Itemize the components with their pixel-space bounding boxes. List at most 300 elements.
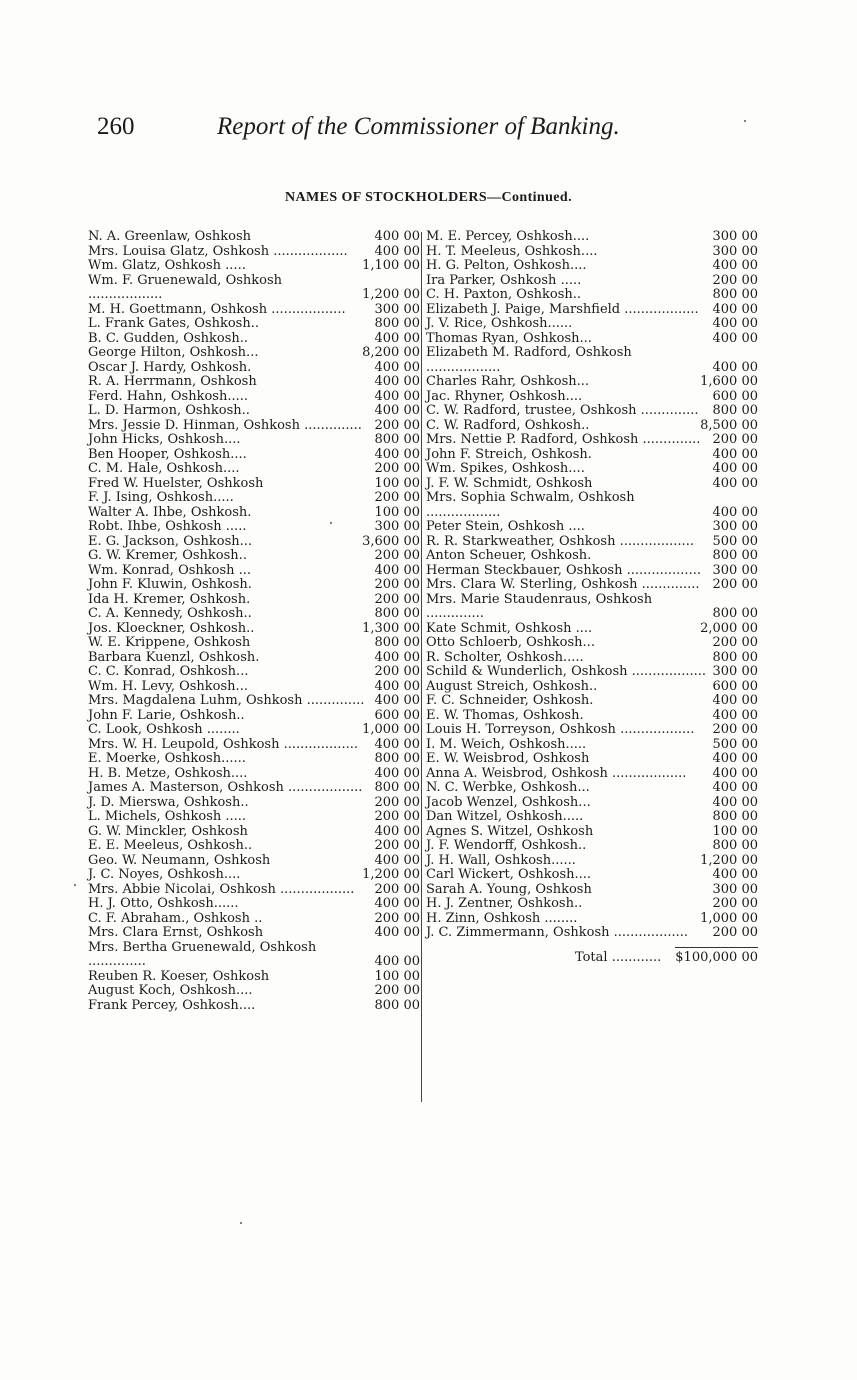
share-amount: 8,500 00: [700, 417, 758, 433]
stockholder-name: Ben Hooper, Oshkosh....: [88, 446, 247, 462]
total-amount: $100,000 00: [675, 947, 758, 965]
stockholder-entry: [426, 622, 758, 637]
stockholder-name: Ida H. Kremer, Oshkosh.: [88, 591, 251, 607]
share-amount: 200 00: [712, 925, 758, 940]
stockholder-name: Elizabeth J. Paige, Marshfield ..................: [426, 301, 699, 317]
stockholder-entry: [426, 535, 758, 550]
stockholders-right-column: [426, 230, 758, 965]
share-amount: 400 00: [374, 896, 420, 911]
share-amount: 300 00: [374, 519, 420, 534]
share-amount: 200 00: [374, 983, 420, 998]
stockholder-entry: [88, 317, 420, 332]
stockholder-entry: [88, 781, 420, 796]
stockholder-entry: [426, 694, 758, 709]
stockholder-name: E. W. Weisbrod, Oshkosh: [426, 751, 590, 766]
stockholder-name: Mrs. Marie Staudenraus, Oshkosh ..............: [426, 591, 653, 621]
share-amount: 1,200 00: [700, 852, 758, 868]
share-amount: 200 00: [374, 838, 420, 853]
stockholder-entry: [88, 274, 420, 303]
stockholder-entry: [426, 854, 758, 869]
stockholders-left-column: [88, 230, 420, 1013]
stockholder-name: M. E. Percey, Oshkosh....: [426, 229, 590, 244]
share-amount: 400 00: [712, 461, 758, 476]
share-amount: 300 00: [374, 301, 420, 317]
stockholder-name: B. C. Gudden, Oshkosh..: [88, 330, 249, 346]
stockholder-entry: [426, 303, 758, 318]
stockholder-entry: [88, 332, 420, 347]
stockholder-entry: [88, 477, 420, 492]
share-amount: 400 00: [374, 649, 420, 665]
share-amount: 500 00: [712, 736, 758, 752]
share-amount: 1,100 00: [362, 258, 420, 273]
stockholder-entry: [88, 230, 420, 245]
stockholder-entry: [426, 433, 758, 448]
share-amount: 400 00: [712, 794, 758, 810]
stockholder-entry: [88, 549, 420, 564]
stockholder-name: August Streich, Oshkosh..: [426, 678, 598, 694]
stockholder-name: Geo. W. Neumann, Oshkosh: [88, 852, 271, 868]
stockholder-entry: [88, 520, 420, 535]
stockholder-name: J. D. Mierswa, Oshkosh..: [88, 794, 249, 810]
stockholder-name: C. F. Abraham., Oshkosh ..: [88, 910, 263, 926]
stockholder-entry: [426, 419, 758, 434]
stockholder-name: Mrs. Magdalena Luhm, Oshkosh ..............: [88, 693, 365, 708]
stockholder-name: J. F. W. Schmidt, Oshkosh: [426, 475, 593, 491]
stockholder-name: Walter A. Ihbe, Oshkosh.: [88, 504, 252, 520]
stockholder-name: George Hilton, Oshkosh...: [88, 345, 259, 360]
share-amount: 200 00: [374, 461, 420, 476]
stockholder-entry: [88, 984, 420, 999]
share-amount: 400 00: [374, 374, 420, 389]
share-amount: 600 00: [374, 707, 420, 723]
stockholder-entry: [426, 897, 758, 912]
stockholder-name: G. W. Kremer, Oshkosh..: [88, 548, 247, 563]
share-amount: 1,300 00: [362, 620, 420, 636]
stockholder-entry: [426, 709, 758, 724]
print-speck: [240, 1222, 242, 1224]
share-amount: 400 00: [374, 388, 420, 404]
stockholder-name: H. Zinn, Oshkosh ........: [426, 910, 578, 926]
stockholder-entry: [426, 636, 758, 651]
share-amount: 400 00: [374, 925, 420, 940]
share-amount: 800 00: [374, 997, 420, 1013]
stockholder-entry: [88, 665, 420, 680]
share-amount: 800 00: [712, 606, 758, 621]
stockholder-entry: [426, 839, 758, 854]
share-amount: 400 00: [712, 867, 758, 882]
stockholder-entry: [88, 361, 420, 376]
share-amount: 1,600 00: [700, 374, 758, 389]
stockholder-entry: [426, 738, 758, 753]
stockholder-name: M. H. Goettmann, Oshkosh ..................: [88, 301, 346, 317]
stockholder-name: C. Look, Oshkosh ........: [88, 722, 240, 737]
stockholder-entry: [88, 303, 420, 318]
stockholder-name: G. W. Minckler, Oshkosh: [88, 823, 248, 839]
stockholder-name: L. Frank Gates, Oshkosh..: [88, 316, 259, 331]
share-amount: 400 00: [712, 707, 758, 723]
stockholder-name: Mrs. Jessie D. Hinman, Oshkosh ..............: [88, 417, 362, 433]
stockholder-entry: [88, 810, 420, 825]
stockholder-name: H. J. Otto, Oshkosh......: [88, 896, 239, 911]
stockholder-entry: [88, 564, 420, 579]
share-amount: 400 00: [712, 693, 758, 708]
stockholder-entry: [426, 520, 758, 535]
stockholder-name: R. Scholter, Oshkosh.....: [426, 649, 584, 665]
stockholder-name: John F. Larie, Oshkosh..: [88, 707, 245, 723]
share-amount: 200 00: [712, 635, 758, 650]
stockholder-name: L. Michels, Oshkosh .....: [88, 809, 247, 824]
share-amount: 800 00: [374, 751, 420, 766]
stockholder-name: Mrs. Sophia Schwalm, Oshkosh ..................: [426, 490, 635, 520]
stockholder-name: John Hicks, Oshkosh....: [88, 432, 241, 447]
stockholder-entry: [88, 259, 420, 274]
share-amount: 400 00: [374, 693, 420, 708]
stockholder-name: Mrs. Louisa Glatz, Oshkosh ..................: [88, 243, 348, 259]
share-amount: 200 00: [374, 664, 420, 679]
share-amount: 1,200 00: [362, 287, 420, 302]
share-amount: 200 00: [374, 417, 420, 433]
stockholder-entry: [426, 926, 758, 941]
stockholder-entry: [88, 390, 420, 405]
stockholder-entry: [88, 462, 420, 477]
share-amount: 3,600 00: [362, 533, 420, 549]
stockholder-entry: [88, 825, 420, 840]
share-amount: 200 00: [712, 272, 758, 288]
stockholder-name: J. C. Noyes, Oshkosh....: [88, 867, 241, 882]
stockholder-entry: [426, 274, 758, 289]
stockholder-name: Robt. Ihbe, Oshkosh .....: [88, 519, 247, 534]
share-amount: 100 00: [374, 475, 420, 491]
stockholder-entry: [88, 375, 420, 390]
stockholder-name: John F. Streich, Oshkosh.: [426, 446, 592, 462]
stockholder-entry: [426, 796, 758, 811]
stockholder-name: Elizabeth M. Radford, Oshkosh ..................: [426, 345, 632, 375]
stockholder-name: N. C. Werbke, Oshkosh...: [426, 780, 590, 795]
stockholder-name: Mrs. Abbie Nicolai, Oshkosh ..................: [88, 881, 355, 897]
stockholder-entry: [88, 491, 420, 506]
stockholder-entry: [88, 839, 420, 854]
stockholder-name: Jos. Kloeckner, Oshkosh..: [88, 620, 255, 636]
share-amount: 200 00: [374, 881, 420, 897]
stockholder-entry: [426, 810, 758, 825]
share-amount: 400 00: [374, 359, 420, 375]
stockholder-entry: [426, 259, 758, 274]
stockholder-name: F. J. Ising, Oshkosh.....: [88, 490, 234, 505]
share-amount: 800 00: [374, 635, 420, 650]
stockholder-name: Oscar J. Hardy, Oshkosh.: [88, 359, 252, 375]
stockholder-name: Anton Scheuer, Oshkosh.: [426, 548, 592, 563]
stockholder-name: C. M. Hale, Oshkosh....: [88, 461, 240, 476]
share-amount: 300 00: [712, 562, 758, 578]
share-amount: 400 00: [374, 678, 420, 694]
stockholder-name: Charles Rahr, Oshkosh...: [426, 374, 590, 389]
stockholder-name: Reuben R. Koeser, Oshkosh: [88, 968, 270, 984]
stockholder-entry: [426, 375, 758, 390]
share-amount: 200 00: [374, 809, 420, 824]
stockholder-entry: [426, 230, 758, 245]
stockholder-name: Otto Schloerb, Oshkosh...: [426, 635, 595, 650]
stockholder-name: Mrs. Clara Ernst, Oshkosh: [88, 925, 264, 940]
share-amount: 800 00: [374, 316, 420, 331]
stockholder-entry: [88, 433, 420, 448]
print-speck: [74, 884, 76, 886]
print-speck: [330, 522, 332, 524]
share-amount: 800 00: [712, 403, 758, 418]
stockholder-entry: [88, 535, 420, 550]
stockholder-name: H. T. Meeleus, Oshkosh....: [426, 243, 598, 259]
share-amount: 400 00: [374, 736, 420, 752]
share-amount: 400 00: [712, 751, 758, 766]
share-amount: 400 00: [712, 316, 758, 331]
stockholder-entry: [88, 578, 420, 593]
stockholder-entry: [426, 288, 758, 303]
stockholder-entry: [88, 854, 420, 869]
stockholder-name: R. R. Starkweather, Oshkosh ..................: [426, 533, 694, 549]
stockholder-name: I. M. Weich, Oshkosh.....: [426, 736, 587, 752]
share-amount: 400 00: [712, 504, 758, 520]
stockholder-name: C. A. Kennedy, Oshkosh..: [88, 606, 252, 621]
stockholder-entry: [88, 680, 420, 695]
stockholder-name: J. C. Zimmermann, Oshkosh ..................: [426, 925, 689, 940]
stockholder-entry: [426, 477, 758, 492]
stockholder-name: Thomas Ryan, Oshkosh...: [426, 330, 592, 346]
share-amount: 8,200 00: [362, 345, 420, 360]
stockholder-entry: [88, 419, 420, 434]
stockholder-name: Schild & Wunderlich, Oshkosh ..................: [426, 664, 707, 679]
stockholder-entry: [426, 317, 758, 332]
share-amount: 400 00: [374, 562, 420, 578]
stockholder-entry: [88, 868, 420, 883]
stockholder-name: J. V. Rice, Oshkosh......: [426, 316, 573, 331]
stockholder-name: James A. Masterson, Oshkosh ..................: [88, 780, 363, 795]
stockholder-name: Sarah A. Young, Oshkosh: [426, 881, 592, 897]
stockholder-entry: [426, 680, 758, 695]
stockholder-entry: [88, 448, 420, 463]
stockholder-entry: [426, 868, 758, 883]
stockholder-name: Barbara Kuenzl, Oshkosh.: [88, 649, 260, 665]
stockholder-name: Agnes S. Witzel, Oshkosh: [426, 823, 594, 839]
stockholder-name: John F. Kluwin, Oshkosh.: [88, 577, 252, 592]
stockholder-entry: [426, 781, 758, 796]
stockholder-name: C. W. Radford, trustee, Oshkosh ..............: [426, 403, 699, 418]
share-amount: 400 00: [712, 258, 758, 273]
share-amount: 300 00: [712, 664, 758, 679]
stockholder-name: Anna A. Weisbrod, Oshkosh ..................: [426, 765, 687, 781]
share-amount: 800 00: [712, 287, 758, 302]
stockholder-entry: [88, 897, 420, 912]
stockholder-entry: [426, 491, 758, 520]
share-amount: 400 00: [374, 330, 420, 346]
stockholder-name: Carl Wickert, Oshkosh....: [426, 867, 592, 882]
share-amount: 200 00: [374, 577, 420, 592]
stockholder-name: Jacob Wenzel, Oshkosh...: [426, 794, 591, 810]
share-amount: 600 00: [712, 678, 758, 694]
share-amount: 600 00: [712, 388, 758, 404]
stockholder-name: Ferd. Hahn, Oshkosh.....: [88, 388, 249, 404]
total-label: Total ............: [574, 949, 662, 965]
stockholder-entry: [88, 622, 420, 637]
share-amount: 200 00: [374, 490, 420, 505]
total-row: [426, 947, 758, 965]
share-amount: 400 00: [712, 359, 758, 375]
share-amount: 1,000 00: [700, 910, 758, 926]
share-amount: 800 00: [712, 809, 758, 824]
share-amount: 800 00: [374, 606, 420, 621]
share-amount: 800 00: [712, 649, 758, 665]
stockholder-entry: [426, 912, 758, 927]
share-amount: 400 00: [712, 301, 758, 317]
stockholder-name: Kate Schmit, Oshkosh ....: [426, 620, 593, 636]
stockholder-entry: [426, 404, 758, 419]
stockholder-entry: [88, 651, 420, 666]
stockholder-entry: [426, 462, 758, 477]
share-amount: 400 00: [374, 765, 420, 781]
share-amount: 100 00: [374, 504, 420, 520]
share-amount: 100 00: [374, 968, 420, 984]
section-title: NAMES OF STOCKHOLDERS—Continued.: [284, 190, 573, 205]
stockholder-name: Herman Steckbauer, Oshkosh ..................: [426, 562, 701, 578]
stockholder-name: W. E. Krippene, Oshkosh: [88, 635, 251, 650]
share-amount: 400 00: [374, 403, 420, 418]
page-number: 260: [97, 113, 135, 140]
share-amount: 300 00: [712, 229, 758, 244]
stockholder-name: Wm. Konrad, Oshkosh ...: [88, 562, 252, 578]
stockholder-entry: [88, 404, 420, 419]
share-amount: 400 00: [374, 823, 420, 839]
stockholder-name: Dan Witzel, Oshkosh.....: [426, 809, 584, 824]
stockholder-entry: [426, 593, 758, 622]
stockholder-entry: [88, 941, 420, 970]
stockholder-entry: [88, 607, 420, 622]
stockholder-entry: [88, 346, 420, 361]
share-amount: 400 00: [374, 446, 420, 462]
share-amount: 100 00: [712, 823, 758, 839]
share-amount: 400 00: [712, 765, 758, 781]
stockholder-name: Ira Parker, Oshkosh .....: [426, 272, 582, 288]
stockholder-name: L. D. Harmon, Oshkosh..: [88, 403, 250, 418]
stockholder-name: Mrs. Bertha Gruenewald, Oshkosh ..............: [88, 939, 317, 969]
share-amount: 200 00: [374, 591, 420, 607]
page-header: [97, 113, 797, 147]
stockholder-entry: [426, 665, 758, 680]
share-amount: 1,000 00: [362, 722, 420, 737]
stockholder-entry: [88, 709, 420, 724]
share-amount: 200 00: [374, 548, 420, 563]
stockholder-entry: [88, 245, 420, 260]
share-amount: 300 00: [712, 881, 758, 897]
stockholder-entry: [88, 999, 420, 1014]
stockholder-name: Louis H. Torreyson, Oshkosh ..................: [426, 722, 695, 737]
stockholder-entry: [426, 767, 758, 782]
share-amount: 400 00: [374, 954, 420, 969]
stockholder-name: Jac. Rhyner, Oshkosh....: [426, 388, 583, 404]
stockholder-name: J. F. Wendorff, Oshkosh..: [426, 838, 587, 853]
share-amount: 400 00: [712, 475, 758, 491]
stockholder-name: Peter Stein, Oshkosh ....: [426, 519, 585, 534]
stockholder-entry: [426, 448, 758, 463]
stockholder-name: Wm. Spikes, Oshkosh....: [426, 461, 585, 476]
stockholder-name: Wm. F. Gruenewald, Oshkosh ..................: [88, 272, 283, 302]
stockholder-entry: [426, 346, 758, 375]
stockholder-entry: [426, 578, 758, 593]
stockholder-name: E. E. Meeleus, Oshkosh..: [88, 838, 253, 853]
stockholder-name: Mrs. W. H. Leupold, Oshkosh ..................: [88, 736, 358, 752]
stockholder-name: Frank Percey, Oshkosh....: [88, 997, 256, 1013]
share-amount: 1,200 00: [362, 867, 420, 882]
stockholder-entry: [426, 883, 758, 898]
stockholder-entry: [88, 723, 420, 738]
stockholder-name: August Koch, Oshkosh....: [88, 983, 253, 998]
share-amount: 200 00: [374, 910, 420, 926]
stockholder-name: J. H. Wall, Oshkosh......: [426, 852, 576, 868]
stockholder-entry: [88, 506, 420, 521]
stockholder-entry: [426, 332, 758, 347]
stockholder-name: H. J. Zentner, Oshkosh..: [426, 896, 583, 911]
stockholder-name: C. H. Paxton, Oshkosh..: [426, 287, 581, 302]
share-amount: 800 00: [712, 838, 758, 853]
share-amount: 400 00: [374, 229, 420, 244]
stockholder-name: F. C. Schneider, Oshkosh.: [426, 693, 594, 708]
stockholder-name: Mrs. Clara W. Sterling, Oshkosh ..............: [426, 577, 700, 592]
stockholder-entry: [88, 752, 420, 767]
share-amount: 200 00: [712, 896, 758, 911]
stockholder-entry: [88, 767, 420, 782]
stockholder-entry: [88, 636, 420, 651]
stockholder-entry: [426, 723, 758, 738]
stockholder-entry: [88, 738, 420, 753]
stockholder-entry: [88, 883, 420, 898]
stockholder-name: Wm. Glatz, Oshkosh .....: [88, 258, 246, 273]
share-amount: 200 00: [712, 722, 758, 737]
share-amount: 2,000 00: [700, 620, 758, 636]
share-amount: 800 00: [712, 548, 758, 563]
stockholder-entry: [88, 593, 420, 608]
column-divider: [421, 232, 422, 1102]
stockholder-name: E. Moerke, Oshkosh......: [88, 751, 246, 766]
print-speck: [744, 120, 746, 122]
share-amount: 800 00: [374, 780, 420, 795]
stockholder-name: C. W. Radford, Oshkosh..: [426, 417, 590, 433]
stockholder-name: H. B. Metze, Oshkosh....: [88, 765, 248, 781]
share-amount: 400 00: [712, 780, 758, 795]
stockholder-name: C. C. Konrad, Oshkosh...: [88, 664, 249, 679]
stockholder-entry: [426, 245, 758, 260]
stockholder-entry: [88, 970, 420, 985]
share-amount: 200 00: [712, 432, 758, 447]
stockholder-entry: [426, 651, 758, 666]
share-amount: 200 00: [374, 794, 420, 810]
share-amount: 400 00: [712, 446, 758, 462]
stockholder-entry: [426, 825, 758, 840]
stockholder-entry: [88, 926, 420, 941]
stockholder-entry: [426, 549, 758, 564]
stockholder-name: E. W. Thomas, Oshkosh.: [426, 707, 584, 723]
share-amount: 300 00: [712, 519, 758, 534]
share-amount: 400 00: [374, 243, 420, 259]
stockholder-name: H. G. Pelton, Oshkosh....: [426, 258, 587, 273]
stockholder-name: Wm. H. Levy, Oshkosh...: [88, 678, 248, 694]
share-amount: 500 00: [712, 533, 758, 549]
share-amount: 200 00: [712, 577, 758, 592]
stockholder-name: E. G. Jackson, Oshkosh...: [88, 533, 253, 549]
stockholder-entry: [88, 912, 420, 927]
stockholder-entry: [426, 564, 758, 579]
stockholder-name: R. A. Herrmann, Oshkosh: [88, 374, 257, 389]
stockholder-entry: [426, 752, 758, 767]
stockholder-name: Mrs. Nettie P. Radford, Oshkosh ..............: [426, 432, 701, 447]
stockholder-entry: [88, 694, 420, 709]
running-title: Report of the Commissioner of Banking.: [217, 113, 620, 140]
